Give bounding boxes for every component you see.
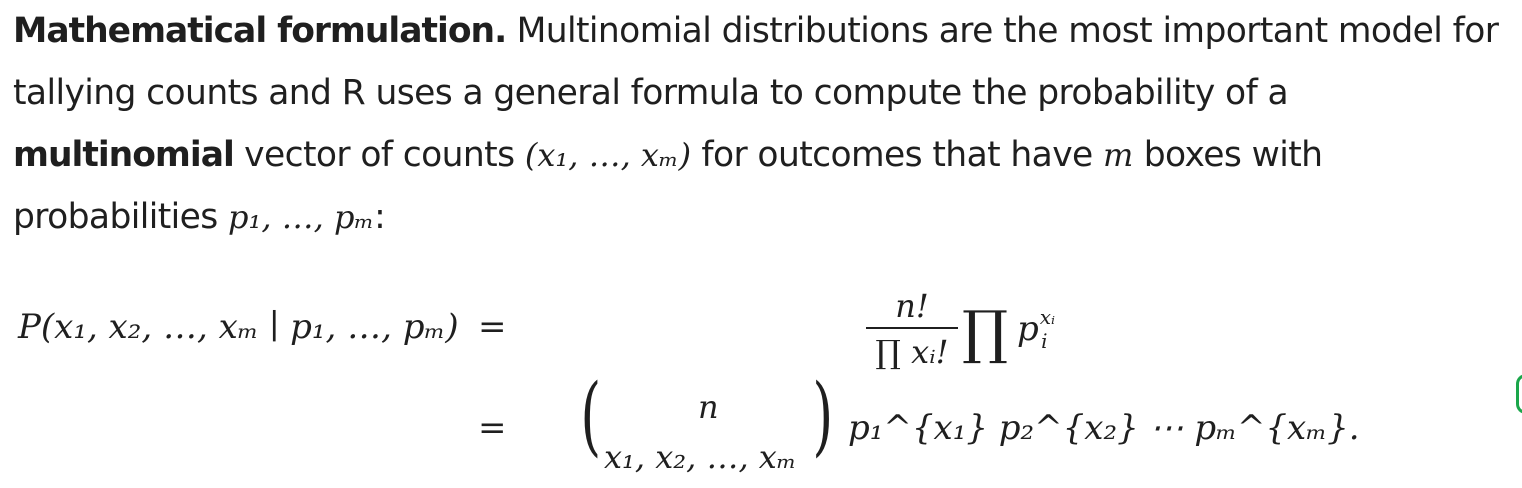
fraction-denominator: ∏ xᵢ! [875, 333, 949, 371]
paragraph-text-1: Multinomial distributions are the most important model for [506, 11, 1499, 51]
paragraph-line-3 [13, 124, 1522, 186]
edge-tab-icon[interactable] [1516, 374, 1522, 414]
paragraph-line-4 [13, 186, 1522, 248]
paragraph-text-4b: : [374, 197, 386, 237]
binomial-top: n [698, 388, 719, 426]
product-term: $p^{xᵢ}_i$ [1017, 305, 1056, 353]
fraction [866, 286, 958, 372]
binomial-bottom: x₁, x₂, …, xₘ [604, 438, 797, 476]
paragraph-line-2: tallying counts and R uses a general formula to compute the probability of a [13, 73, 1289, 113]
equals-sign-1: = [478, 307, 507, 347]
paragraph-text-3b: for outcomes that have [691, 135, 1104, 175]
inline-counts-vector: (x₁, …, xₘ) [524, 136, 692, 174]
equation-lhs: P(x₁, x₂, …, xₘ ∣ p₁, …, pₘ) [18, 307, 459, 347]
term-multinomial: multinomial [13, 135, 234, 175]
equals-sign-2: = [478, 408, 507, 448]
paragraph-text-4a: probabilities [13, 197, 229, 237]
left-paren-icon: ( [580, 366, 602, 466]
paragraph-text-3a: vector of counts [233, 135, 525, 175]
expansion-terms: p₁^{x₁} p₂^{x₂} ⋯ pₘ^{xₘ}. [848, 408, 1360, 448]
product-term-sup: xᵢ [1039, 305, 1056, 329]
right-paren-icon: ) [812, 366, 834, 466]
paragraph-line-1 [13, 0, 1522, 62]
fraction-numerator: n! [895, 287, 929, 325]
product-symbol: ∏ [962, 298, 1009, 366]
paragraph-text-3c: boxes with [1133, 135, 1323, 175]
lead-heading: Mathematical formulation. [13, 11, 507, 51]
fraction-bar [866, 327, 958, 329]
inline-probs: p₁, …, pₘ [228, 198, 375, 236]
inline-m: m [1103, 136, 1134, 174]
paragraph [13, 0, 1522, 248]
product-term-sub: i [1041, 329, 1048, 353]
